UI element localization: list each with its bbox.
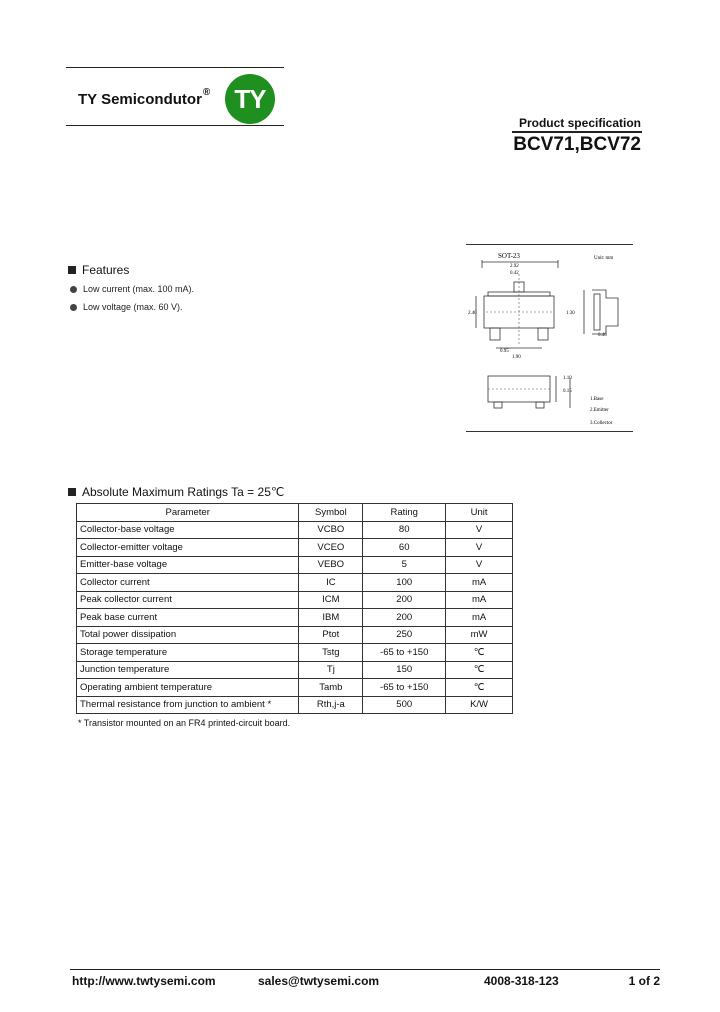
dim-label: 1.30 xyxy=(566,311,575,316)
feature-item xyxy=(70,302,183,312)
square-bullet-icon xyxy=(68,488,76,496)
unit-cell: V xyxy=(446,556,513,574)
feature-text: Low current (max. 100 mA). xyxy=(83,284,195,294)
column-header: Rating xyxy=(363,504,446,522)
rating-cell: 200 xyxy=(363,609,446,627)
parameter-cell: Peak base current xyxy=(77,609,299,627)
title-rule xyxy=(512,131,642,133)
rating-cell: 100 xyxy=(363,574,446,592)
ratings-heading xyxy=(68,485,284,499)
rating-cell: 150 xyxy=(363,661,446,679)
ratings-title: Absolute Maximum Ratings Ta = 25℃ xyxy=(82,485,285,499)
logo-text: TY xyxy=(234,83,266,114)
parameter-cell: Operating ambient temperature xyxy=(77,679,299,697)
column-header: Parameter xyxy=(77,504,299,522)
feature-item xyxy=(70,284,194,294)
header-bottom-rule xyxy=(66,125,284,126)
symbol-cell: IC xyxy=(299,574,363,592)
footnote: * Transistor mounted on an FR4 printed-circuit board. xyxy=(78,718,291,728)
table-row xyxy=(77,539,513,557)
unit-cell: ℃ xyxy=(446,661,513,679)
table-row xyxy=(77,574,513,592)
rating-cell: 80 xyxy=(363,521,446,539)
footer-email: sales@twtysemi.com xyxy=(258,974,380,988)
footer-website: http://www.twtysemi.com xyxy=(72,974,216,988)
table-row xyxy=(77,679,513,697)
features-title: Features xyxy=(82,263,130,277)
company-logo xyxy=(225,74,275,124)
unit-cell: mW xyxy=(446,626,513,644)
table-row xyxy=(77,661,513,679)
rating-cell: -65 to +150 xyxy=(363,644,446,662)
registered-mark: ® xyxy=(202,87,211,98)
ratings-table-body xyxy=(77,521,513,714)
package-outline-drawing xyxy=(466,244,633,432)
unit-cell: V xyxy=(446,539,513,557)
feature-text: Low voltage (max. 60 V). xyxy=(83,302,183,312)
parameter-cell: Collector-base voltage xyxy=(77,521,299,539)
dim-label: 2.92 xyxy=(510,264,519,269)
unit-label: Unit: mm xyxy=(594,256,614,261)
footer-phone: 4008-318-123 xyxy=(484,974,559,988)
symbol-cell: Tj xyxy=(299,661,363,679)
table-row xyxy=(77,556,513,574)
unit-cell: ℃ xyxy=(446,679,513,697)
rating-cell: -65 to +150 xyxy=(363,679,446,697)
symbol-cell: Tstg xyxy=(299,644,363,662)
pin-label: 1.Base xyxy=(590,397,604,402)
column-header: Symbol xyxy=(299,504,363,522)
features-heading xyxy=(68,263,129,277)
header-top-rule xyxy=(66,67,284,68)
unit-cell: V xyxy=(446,521,513,539)
symbol-cell: Ptot xyxy=(299,626,363,644)
symbol-cell: VEBO xyxy=(299,556,363,574)
dim-label: 0.40 xyxy=(598,333,607,338)
parameter-cell: Storage temperature xyxy=(77,644,299,662)
dim-label: 0.95 xyxy=(500,349,509,354)
unit-cell: mA xyxy=(446,609,513,627)
parameter-cell: Emitter-base voltage xyxy=(77,556,299,574)
rating-cell: 500 xyxy=(363,696,446,714)
unit-cell: mA xyxy=(446,574,513,592)
symbol-cell: Tamb xyxy=(299,679,363,697)
dot-bullet-icon xyxy=(70,286,77,293)
package-name: SOT-23 xyxy=(498,252,520,260)
rating-cell: 5 xyxy=(363,556,446,574)
parameter-cell: Collector-emitter voltage xyxy=(77,539,299,557)
parameter-cell: Collector current xyxy=(77,574,299,592)
dim-label: 1.90 xyxy=(512,355,521,360)
dim-label: 1.10 xyxy=(563,376,572,381)
table-row xyxy=(77,609,513,627)
table-row xyxy=(77,521,513,539)
parameter-cell: Total power dissipation xyxy=(77,626,299,644)
parameter-cell: Junction temperature xyxy=(77,661,299,679)
parameter-cell: Peak collector current xyxy=(77,591,299,609)
rating-cell: 200 xyxy=(363,591,446,609)
symbol-cell: ICM xyxy=(299,591,363,609)
unit-cell: mA xyxy=(446,591,513,609)
pin-label: 2.Emitter xyxy=(590,408,609,413)
unit-cell: ℃ xyxy=(446,644,513,662)
parameter-cell: Thermal resistance from junction to ambient * xyxy=(77,696,299,714)
square-bullet-icon xyxy=(68,266,76,274)
table-row xyxy=(77,626,513,644)
symbol-cell: VCEO xyxy=(299,539,363,557)
pin-label: 3.Collector xyxy=(590,421,613,426)
symbol-cell: IBM xyxy=(299,609,363,627)
symbol-cell: Rth,j-a xyxy=(299,696,363,714)
table-row xyxy=(77,644,513,662)
footer-rule xyxy=(70,969,660,970)
rating-cell: 60 xyxy=(363,539,446,557)
dim-label: 2.40 xyxy=(468,311,477,316)
rating-cell: 250 xyxy=(363,626,446,644)
table-header-row xyxy=(77,504,513,522)
table-row xyxy=(77,696,513,714)
ratings-table xyxy=(76,503,513,714)
table-row xyxy=(77,591,513,609)
company-text: TY Semicondutor xyxy=(78,91,202,108)
unit-cell: K/W xyxy=(446,696,513,714)
dot-bullet-icon xyxy=(70,304,77,311)
part-number: BCV71,BCV72 xyxy=(513,134,641,155)
symbol-cell: VCBO xyxy=(299,521,363,539)
footer-page: 1 of 2 xyxy=(628,974,660,988)
doc-type: Product specification xyxy=(518,116,641,130)
dim-label: 0.42 xyxy=(510,271,519,276)
column-header: Unit xyxy=(446,504,513,522)
dim-label: 0.15 xyxy=(563,389,572,394)
company-name xyxy=(78,87,211,108)
